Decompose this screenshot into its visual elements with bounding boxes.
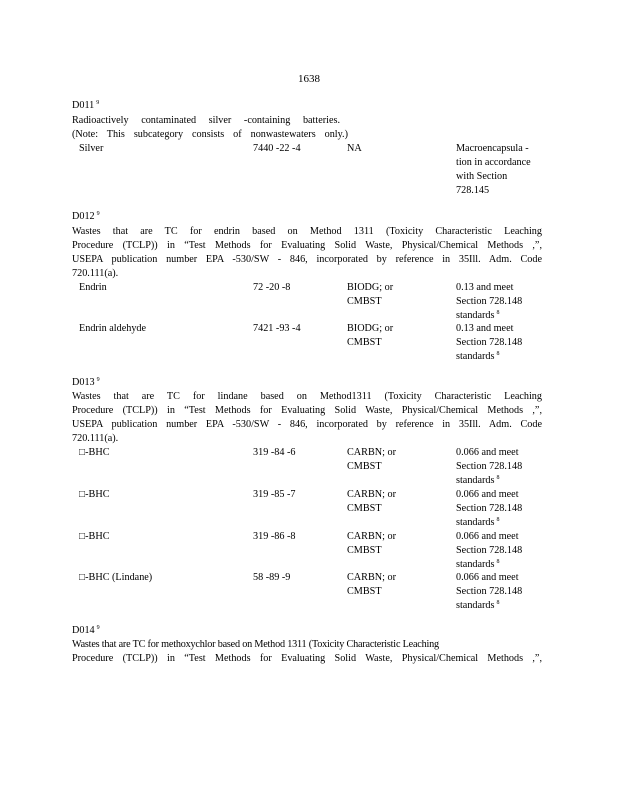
cas-number: 58 -89 -9: [253, 572, 291, 583]
treatment-line: BIODG; or: [347, 323, 394, 334]
cas-number: 7421 -93 -4: [253, 323, 301, 334]
constituent-name: □-BHC: [79, 489, 110, 500]
standard-line: Macroencapsula -: [456, 143, 529, 154]
footnote-marker: 9: [96, 211, 100, 217]
standard-text: standards: [456, 475, 495, 486]
treatment-line: CARBN; or: [347, 531, 396, 542]
waste-description-line: Wastes that are TC for endrin based on Method 1311 (Toxicity Characteristic Leaching: [72, 226, 542, 237]
treatment-line: CARBN; or: [347, 489, 396, 500]
waste-description-line: Radioactively contaminated silver -containing batteries.: [72, 115, 340, 126]
cas-number: 72 -20 -8: [253, 282, 291, 293]
standard-line: [456, 309, 536, 323]
treatment-line: CMBST: [347, 461, 382, 472]
footnote-marker: 8: [496, 517, 500, 523]
standard-text: standards: [456, 351, 495, 362]
waste-note: (Note: This subcategory consists of nonwastewaters only.): [72, 129, 348, 140]
waste-description-line: USEPA publication number EPA -530/SW - 846, incorporated by reference in 35Ill. Adm. Code: [72, 254, 542, 265]
footnote-marker: 8: [496, 351, 500, 357]
standard-text: standards: [456, 310, 495, 321]
treatment-line: BIODG; or: [347, 282, 394, 293]
cas-number: 7440 -22 -4: [253, 143, 301, 154]
standard-line: 0.066 and meet: [456, 531, 519, 542]
footnote-marker: 9: [96, 100, 100, 106]
standard-line: Section 728.148: [456, 586, 523, 597]
standard-line: 0.066 and meet: [456, 572, 519, 583]
treatment-line: CARBN; or: [347, 447, 396, 458]
treatment-standard: [456, 322, 536, 364]
standard-line: [456, 599, 536, 613]
footnote-marker: 8: [496, 559, 500, 565]
waste-code: [72, 99, 99, 113]
waste-code-label: D013: [72, 377, 95, 388]
standard-text: standards: [456, 559, 495, 570]
treatment-line: CARBN; or: [347, 572, 396, 583]
footnote-marker: 8: [496, 475, 500, 481]
standard-line: [456, 474, 536, 488]
constituent-name: Endrin aldehyde: [79, 323, 147, 334]
waste-description-line: 720.111(a).: [72, 433, 119, 444]
cas-number: 319 -86 -8: [253, 531, 296, 542]
constituent-name: □-BHC (Lindane): [79, 572, 153, 583]
standard-line: Section 728.148: [456, 461, 523, 472]
constituent-name: Silver: [79, 143, 104, 154]
treatment-standard: [456, 530, 536, 572]
treatment-line: CMBST: [347, 337, 382, 348]
constituent-name: Endrin: [79, 282, 107, 293]
waste-description-line: Procedure (TCLP)) in “Test Methods for Evaluating Solid Waste, Physical/Chemical Methods ,”,: [72, 405, 542, 416]
standard-text: standards: [456, 517, 495, 528]
footnote-marker: 8: [496, 600, 500, 606]
standard-line: Section 728.148: [456, 503, 523, 514]
standard-line: 0.13 and meet: [456, 282, 514, 293]
treatment-technology: [347, 322, 393, 350]
treatment-technology: [347, 281, 393, 309]
standard-line: 728.145: [456, 185, 490, 196]
waste-code: [72, 376, 100, 390]
waste-description-line: 720.111(a).: [72, 268, 119, 279]
waste-description-line: Procedure (TCLP)) in “Test Methods for Evaluating Solid Waste, Physical/Chemical Methods ,”,: [72, 653, 542, 664]
standard-line: 0.066 and meet: [456, 489, 519, 500]
waste-description-line: Procedure (TCLP)) in “Test Methods for Evaluating Solid Waste, Physical/Chemical Methods ,”,: [72, 240, 542, 251]
standard-line: tion in accordance: [456, 157, 531, 168]
treatment-line: CMBST: [347, 586, 382, 597]
waste-code-label: D011: [72, 100, 95, 111]
cas-number: 319 -84 -6: [253, 447, 296, 458]
standard-text: standards: [456, 600, 495, 611]
treatment-line: CMBST: [347, 296, 382, 307]
treatment-line: CMBST: [347, 545, 382, 556]
footnote-marker: 8: [496, 310, 500, 316]
treatment-technology: [347, 488, 396, 516]
page-number: 1638: [298, 73, 320, 85]
standard-line: [456, 350, 536, 364]
cas-number: 319 -85 -7: [253, 489, 296, 500]
treatment-technology: NA: [347, 143, 362, 154]
waste-code-label: D014: [72, 625, 95, 636]
waste-description-line: Wastes that are TC for methoxychlor based on Method 1311 (Toxicity Characteristic Leaching: [72, 639, 439, 650]
constituent-name: □-BHC: [79, 531, 110, 542]
standard-line: Section 728.148: [456, 337, 523, 348]
treatment-technology: [347, 446, 396, 474]
treatment-technology: [347, 571, 396, 599]
standard-line: Section 728.148: [456, 545, 523, 556]
standard-line: with Section: [456, 171, 508, 182]
waste-code: [72, 210, 100, 224]
footnote-marker: 9: [96, 377, 100, 383]
waste-description-line: Wastes that are TC for lindane based on Method1311 (Toxicity Characteristic Leaching: [72, 391, 542, 402]
waste-description-line: USEPA publication number EPA -530/SW - 846, incorporated by reference in 35Ill. Adm. Code: [72, 419, 542, 430]
standard-line: 0.13 and meet: [456, 323, 514, 334]
standard-line: Section 728.148: [456, 296, 523, 307]
treatment-standard: [456, 488, 536, 530]
treatment-technology: [347, 530, 396, 558]
standard-line: [456, 516, 536, 530]
treatment-standard: [456, 142, 536, 198]
treatment-standard: [456, 281, 536, 323]
treatment-standard: [456, 571, 536, 613]
waste-code-label: D012: [72, 211, 95, 222]
constituent-name: □-BHC: [79, 447, 110, 458]
standard-line: [456, 558, 536, 572]
treatment-standard: [456, 446, 536, 488]
standard-line: 0.066 and meet: [456, 447, 519, 458]
treatment-line: CMBST: [347, 503, 382, 514]
footnote-marker: 9: [96, 625, 100, 631]
waste-code: [72, 624, 100, 638]
